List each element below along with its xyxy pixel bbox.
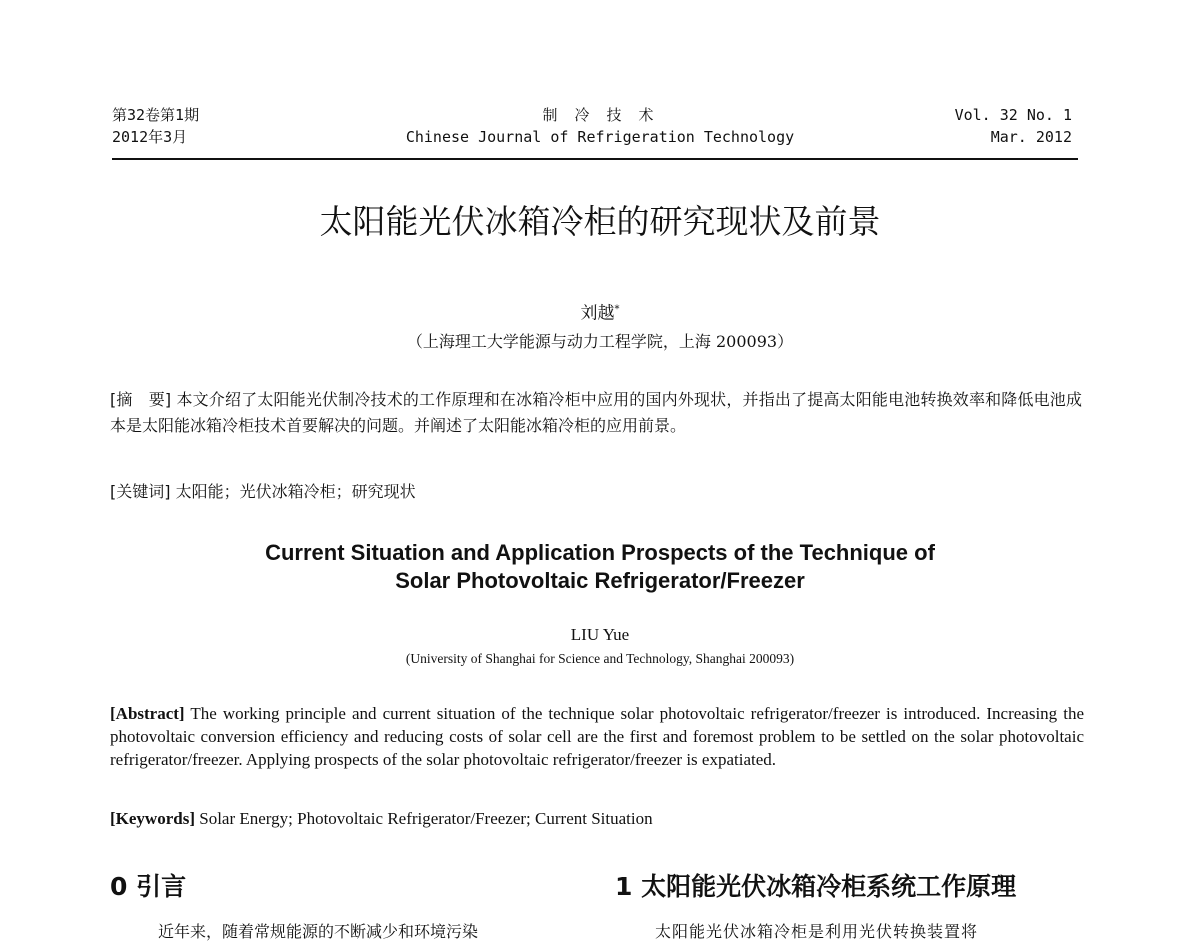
author-cn bbox=[0, 298, 1200, 326]
journal-name-en: Chinese Journal of Refrigeration Technology bbox=[405, 128, 795, 146]
keywords-label-en: [Keywords] bbox=[110, 809, 195, 828]
journal-name-cn: 制 冷 技 术 bbox=[542, 106, 658, 124]
author-footnote-mark: * bbox=[614, 304, 620, 315]
running-header-right bbox=[955, 104, 1072, 148]
keywords-text-cn: 太阳能；光伏冰箱冷柜；研究现状 bbox=[175, 482, 416, 501]
header-rule bbox=[112, 158, 1078, 160]
keywords-label-cn: [关键词] bbox=[110, 482, 171, 501]
paper-title-en bbox=[0, 539, 1200, 595]
abstract-text-cn: 本文介绍了太阳能光伏制冷技术的工作原理和在冰箱冷柜中应用的国内外现状，并指出了提高太阳能电池转换效率和降低电池成本是太阳能冰箱冷柜技术首要解决的问题。并阐述了太阳能冰箱冷柜的应用前景。 bbox=[110, 390, 1082, 435]
volume-cn: 第32卷第1期 bbox=[112, 106, 200, 124]
paper-title-cn: 太阳能光伏冰箱冷柜的研究现状及前景 bbox=[319, 202, 881, 241]
abstract-en bbox=[110, 702, 1084, 771]
date-en: Mar. 2012 bbox=[990, 128, 1072, 146]
running-header-left bbox=[112, 104, 199, 148]
affiliation-cn: （上海理工大学能源与动力工程学院，上海 200093） bbox=[406, 332, 794, 351]
affiliation-en: (University of Shanghai for Science and Technology, Shanghai 200093) bbox=[405, 651, 795, 666]
date-cn: 2012年3月 bbox=[112, 128, 188, 146]
section-heading-working-principle: 1 太阳能光伏冰箱冷柜系统工作原理 bbox=[615, 872, 1017, 901]
title-en-line2: Solar Photovoltaic Refrigerator/Freezer bbox=[395, 568, 805, 593]
author-name-cn: 刘越 bbox=[580, 303, 615, 324]
section-heading-introduction: 0 引言 bbox=[110, 872, 187, 901]
keywords-en bbox=[110, 807, 1084, 830]
abstract-text-en: The working principle and current situation of the technique solar photovoltaic refrigerator/freezer is introduced. Increasing the photovoltaic conversion efficiency and reducing costs of solar cell are the first and foremost problem to be settled on the solar photovoltaic refrigerator/freezer. Applying prospects of the solar photovoltaic refrigerator/freezer is expatiated. bbox=[110, 704, 1084, 769]
abstract-cn bbox=[110, 387, 1082, 439]
keywords-text-en: Solar Energy; Photovoltaic Refrigerator/Freezer; Current Situation bbox=[199, 809, 653, 828]
volume-en: Vol. 32 No. 1 bbox=[954, 106, 1072, 124]
title-en-line1: Current Situation and Application Prospects of the Technique of bbox=[265, 540, 935, 565]
body-text-left-column: 近年来，随着常规能源的不断减少和环境污染 bbox=[158, 922, 479, 941]
keywords-cn bbox=[110, 479, 1082, 505]
body-text-right-column: 太阳能光伏冰箱冷柜是利用光伏转换装置将 bbox=[655, 922, 979, 941]
abstract-label-en: [Abstract] bbox=[110, 704, 185, 723]
running-header-center bbox=[300, 104, 900, 148]
abstract-label-cn: [摘 要] bbox=[110, 390, 172, 409]
author-en: LIU Yue bbox=[570, 625, 630, 644]
